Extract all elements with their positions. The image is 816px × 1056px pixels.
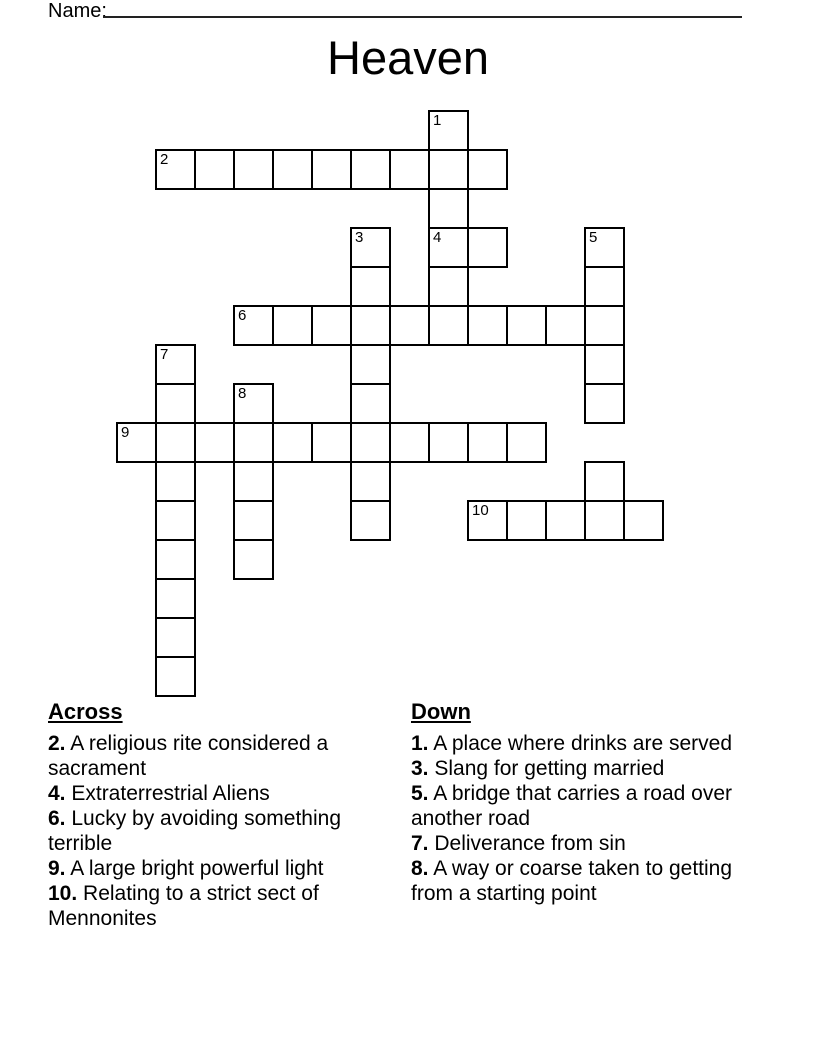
grid-cell xyxy=(506,500,547,541)
grid-cell xyxy=(233,500,274,541)
down-clue-3: 3. Slang for getting married xyxy=(411,757,665,780)
grid-cell xyxy=(155,461,196,502)
grid-cell xyxy=(428,266,469,307)
grid-cell xyxy=(584,266,625,307)
across-clue-10: 10. Relating to a strict sect of Mennonites xyxy=(48,882,319,930)
across-clue-list xyxy=(48,731,400,931)
grid-cell xyxy=(233,305,274,346)
grid-cell xyxy=(155,656,196,697)
cell-clue-number: 8 xyxy=(238,385,247,402)
clue-number: 7. xyxy=(411,832,429,855)
grid-cell xyxy=(389,305,430,346)
grid-cell xyxy=(545,305,586,346)
name-label: Name: xyxy=(48,0,107,22)
down-clue-5: 5. A bridge that carries a road over another road xyxy=(411,782,733,830)
down-clues-section xyxy=(411,699,751,906)
grid-cell xyxy=(350,266,391,307)
across-clues-section xyxy=(48,699,400,931)
clue-number: 5. xyxy=(411,782,429,805)
grid-cell xyxy=(584,500,625,541)
grid-cell xyxy=(350,227,391,268)
page-title: Heaven xyxy=(327,31,489,84)
grid-cell xyxy=(272,149,313,190)
grid-cell xyxy=(155,149,196,190)
clue-number: 3. xyxy=(411,757,429,780)
down-clue-list xyxy=(411,731,751,906)
grid-cell xyxy=(506,422,547,463)
grid-cell xyxy=(584,227,625,268)
clue-number: 9. xyxy=(48,857,66,880)
down-clue-7: 7. Deliverance from sin xyxy=(411,832,626,855)
across-heading: Across xyxy=(48,699,123,724)
grid-cell xyxy=(272,305,313,346)
clue-number: 1. xyxy=(411,732,429,755)
grid-cell xyxy=(272,422,313,463)
grid-cell xyxy=(311,422,352,463)
across-clue-9: 9. A large bright powerful light xyxy=(48,857,324,880)
cell-clue-number: 6 xyxy=(238,307,247,324)
down-clue-1: 1. A place where drinks are served xyxy=(411,732,733,755)
cell-clue-number: 10 xyxy=(472,502,489,519)
grid-cell xyxy=(155,383,196,424)
grid-cell xyxy=(350,305,391,346)
cell-clue-number: 2 xyxy=(160,151,169,168)
grid-cell xyxy=(155,344,196,385)
grid-cell xyxy=(389,149,430,190)
grid-cell xyxy=(389,422,430,463)
grid-cell xyxy=(233,149,274,190)
grid-cell xyxy=(233,422,274,463)
grid-cell xyxy=(350,344,391,385)
cell-clue-number: 4 xyxy=(433,229,442,246)
across-clue-2: 2. A religious rite considered a sacrament xyxy=(48,732,329,780)
grid-cell xyxy=(467,500,508,541)
cell-clue-number: 1 xyxy=(433,112,442,129)
clue-number: 2. xyxy=(48,732,66,755)
across-clue-4: 4. Extraterrestrial Aliens xyxy=(48,782,270,805)
grid-cell xyxy=(428,305,469,346)
cell-clue-number: 3 xyxy=(355,229,364,246)
grid-cell xyxy=(233,539,274,580)
grid-cell xyxy=(194,149,235,190)
grid-cell xyxy=(623,500,664,541)
grid-cell xyxy=(155,578,196,619)
grid-cell xyxy=(311,149,352,190)
grid-cell xyxy=(428,110,469,151)
grid-cell xyxy=(428,422,469,463)
grid-cell xyxy=(428,188,469,229)
cell-clue-number: 7 xyxy=(160,346,169,363)
grid-cell xyxy=(116,422,157,463)
grid-cell xyxy=(155,422,196,463)
grid-cell xyxy=(428,227,469,268)
clue-number: 10. xyxy=(48,882,78,905)
down-heading: Down xyxy=(411,699,471,724)
grid-cell xyxy=(584,305,625,346)
grid-cell xyxy=(584,344,625,385)
across-clue-6: 6. Lucky by avoiding something terrible xyxy=(48,807,342,855)
grid-cell xyxy=(467,422,508,463)
grid-cell xyxy=(584,383,625,424)
clue-number: 8. xyxy=(411,857,429,880)
grid-cell xyxy=(545,500,586,541)
cell-clue-number: 9 xyxy=(121,424,130,441)
grid-cell xyxy=(428,149,469,190)
grid-cell xyxy=(350,383,391,424)
grid-cell xyxy=(350,149,391,190)
grid-cell xyxy=(194,422,235,463)
grid-cell xyxy=(467,305,508,346)
clue-number: 6. xyxy=(48,807,66,830)
grid-cell xyxy=(155,617,196,658)
grid-cell xyxy=(350,500,391,541)
cell-clue-number: 5 xyxy=(589,229,598,246)
grid-cell xyxy=(233,383,274,424)
grid-cell xyxy=(350,461,391,502)
grid-cell xyxy=(155,500,196,541)
grid-cell xyxy=(350,422,391,463)
grid-cell xyxy=(233,461,274,502)
grid-cell xyxy=(584,461,625,502)
grid-cell xyxy=(506,305,547,346)
name-blank-line xyxy=(103,0,742,18)
clue-number: 4. xyxy=(48,782,66,805)
grid-cell xyxy=(467,149,508,190)
grid-cell xyxy=(311,305,352,346)
grid-cell xyxy=(155,539,196,580)
down-clue-8: 8. A way or coarse taken to getting from a starting point xyxy=(411,857,733,905)
grid-cell xyxy=(467,227,508,268)
